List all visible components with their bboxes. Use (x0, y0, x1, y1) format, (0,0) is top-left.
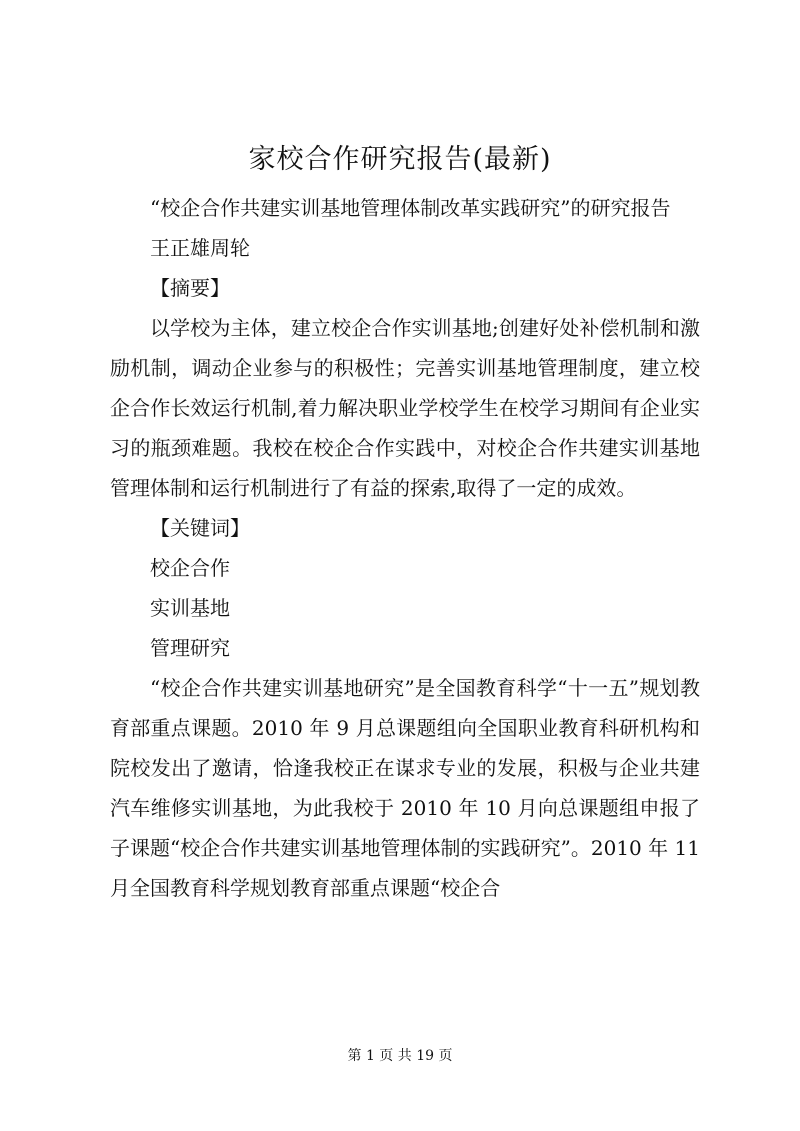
document-title: 家校合作研究报告(最新) (248, 144, 552, 175)
keyword-item: 校企合作 (150, 556, 230, 580)
keyword-item: 实训基地 (150, 596, 230, 620)
page-footer: 第 1 页 共 19 页 (347, 1048, 453, 1064)
document-body (110, 188, 700, 908)
authors-line: 王正雄周轮 (150, 236, 250, 260)
abstract-paragraph: 以学校为主体，建立校企合作实训基地;创建好处补偿机制和激励机制，调动企业参与的积极性；完善实训基地管理制度，建立校企合作长效运行机制,着力解决职业学校学生在校学习期间有企业实习的瓶颈难题。我校在校企合作实践中，对校企合作共建实训基地管理体制和运行机制进行了有益的探索,取得了一定的成效。 (110, 316, 700, 500)
body-paragraph: “校企合作共建实训基地研究”是全国教育科学“十一五”规划教育部重点课题。2010 年 9 月总课题组向全国职业教育科研机构和院校发出了邀请，恰逢我校正在谋求专业的发展，积极与企业共建汽车维修实训基地，为此我校于 2010 年 10 月向总课题组申报了子课题“校企合作共建实训基地管理体制的实践研究”。2010 年 11 月全国教育科学规划教育部重点课题“校企合 (110, 676, 700, 900)
keyword-item: 管理研究 (150, 636, 230, 660)
abstract-heading: 【摘要】 (150, 276, 230, 300)
subtitle-paragraph: “校企合作共建实训基地管理体制改革实践研究”的研究报告 (150, 196, 671, 220)
keywords-heading: 【关键词】 (150, 516, 250, 540)
